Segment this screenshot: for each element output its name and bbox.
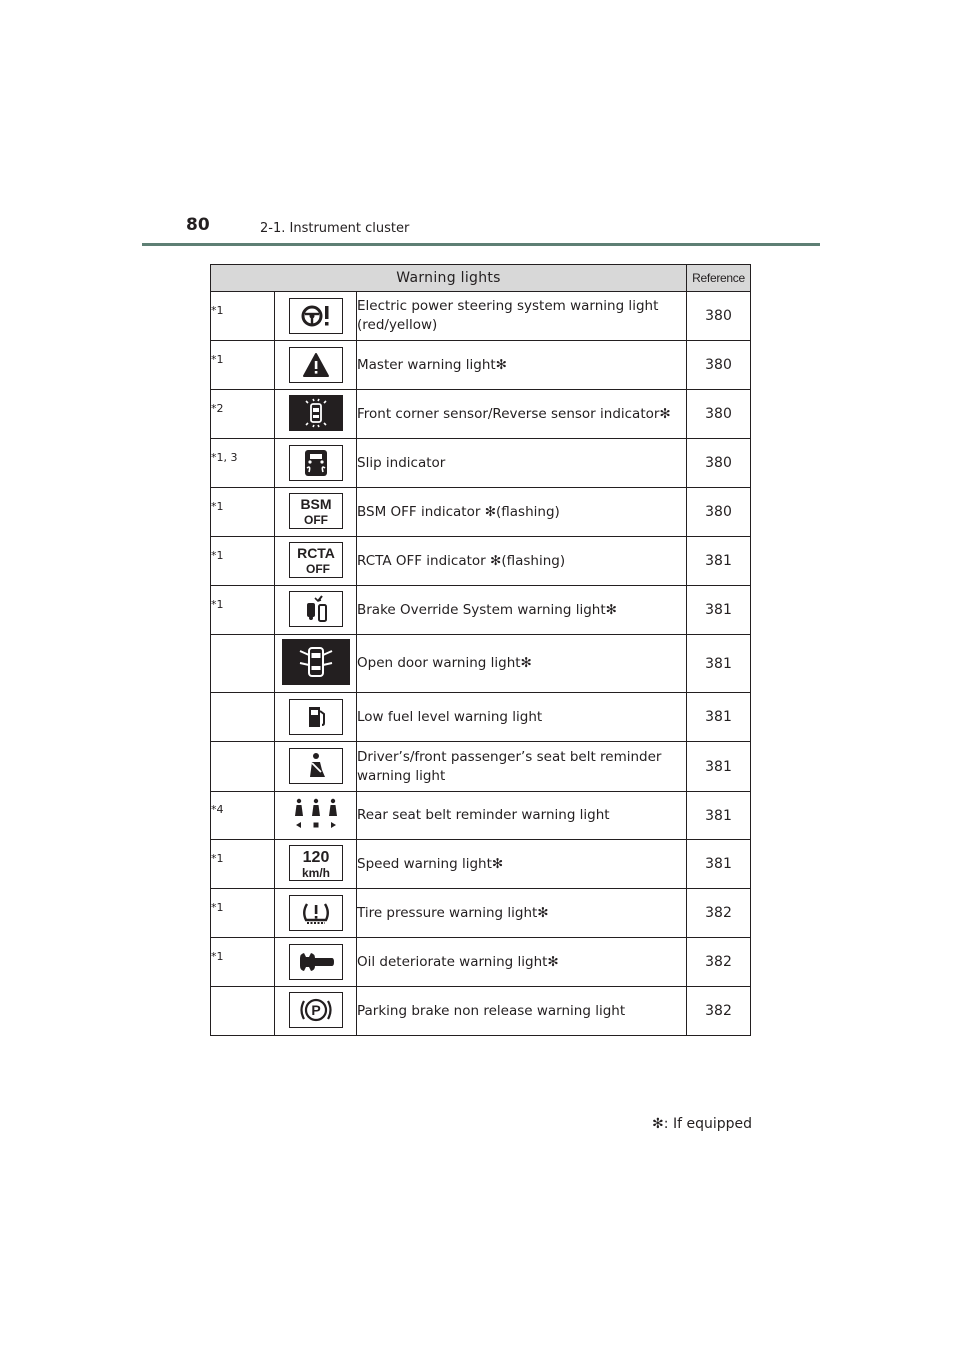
row-reference: 381 [687,840,751,889]
row-description: Tire pressure warning light✻ [357,889,687,938]
row-reference: 381 [687,792,751,840]
table-row [211,987,751,1036]
table-row [211,840,751,889]
table-row [211,693,751,742]
svg-text:BSM: BSM [299,496,332,512]
row-reference: 382 [687,889,751,938]
svg-text:km/h: km/h [301,865,330,880]
row-description: Low fuel level warning light [357,693,687,742]
steering-warning-icon [289,298,343,334]
warning-lights-table [210,264,751,1036]
svg-text:120: 120 [302,848,329,866]
table-row [211,586,751,635]
row-reference: 380 [687,439,751,488]
row-description: Open door warning light✻ [357,635,687,693]
table-row [211,792,751,840]
low-fuel-icon [289,699,343,735]
row-reference: 381 [687,586,751,635]
row-description: Driver’s/front passenger’s seat belt reminder [357,748,662,765]
row-note: *1 [211,840,275,889]
row-note: *1, 3 [211,439,275,488]
section-title: 2-1. Instrument cluster [260,221,410,236]
rcta-off-icon [289,542,343,578]
column-header-reference: Reference [687,265,751,292]
row-description: RCTA OFF indicator ✻(flashing) [357,537,687,586]
row-description: Front corner sensor/Reverse sensor indicator✻ [357,390,687,439]
row-note: *1 [211,341,275,390]
tire-pressure-icon [289,895,343,931]
table-row [211,390,751,439]
row-note: *1 [211,938,275,987]
slip-indicator-icon [289,445,343,481]
svg-text:RCTA: RCTA [296,545,335,561]
speed-warning-icon [289,845,343,881]
row-reference: 380 [687,292,751,341]
table-row [211,341,751,390]
parking-brake-icon [289,992,343,1028]
row-note: *4 [211,792,275,840]
row-description: BSM OFF indicator ✻(flashing) [357,488,687,537]
table-row [211,292,751,341]
table-row [211,439,751,488]
column-header-warning-lights: Warning lights [211,265,687,292]
row-description: Slip indicator [357,439,687,488]
row-description-line2: (red/yellow) [357,317,438,333]
header-rule [142,243,820,246]
row-description: Master warning light✻ [357,341,687,390]
row-note [211,742,275,792]
row-reference: 380 [687,390,751,439]
row-reference: 381 [687,537,751,586]
row-note [211,693,275,742]
row-note: *1 [211,537,275,586]
row-note [211,635,275,693]
row-reference: 380 [687,341,751,390]
table-row [211,889,751,938]
table-row [211,537,751,586]
row-note: *1 [211,292,275,341]
row-reference: 381 [687,693,751,742]
row-description: Speed warning light✻ [357,840,687,889]
row-description-line2: warning light [357,767,446,784]
row-description: Electric power steering system warning light [357,298,659,314]
row-description: Rear seat belt reminder warning light [357,792,687,840]
row-reference: 381 [687,742,751,792]
row-reference: 380 [687,488,751,537]
svg-text:OFF: OFF [303,513,328,527]
parking-sensor-icon [289,395,343,431]
table-row [211,938,751,987]
seat-belt-icon [289,748,343,784]
table-row [211,742,751,792]
row-note [211,987,275,1036]
table-row [211,635,751,693]
row-note: *2 [211,390,275,439]
master-warning-icon [289,347,343,383]
svg-text:P: P [310,1002,321,1018]
row-description: Brake Override System warning light✻ [357,586,687,635]
oil-wrench-icon [289,944,343,980]
row-description: Oil deteriorate warning light✻ [357,938,687,987]
row-note: *1 [211,488,275,537]
open-door-icon [282,639,350,685]
page-number: 80 [186,215,210,235]
row-note: *1 [211,586,275,635]
row-reference: 382 [687,938,751,987]
rear-seat-belt-icon [289,796,343,832]
svg-text:OFF: OFF [305,562,330,576]
table-row [211,488,751,537]
table-header-row [211,265,751,292]
row-description: Parking brake non release warning light [357,987,687,1036]
row-note: *1 [211,889,275,938]
brake-override-icon [289,591,343,627]
bsm-off-icon [289,493,343,529]
row-reference: 381 [687,635,751,693]
row-reference: 382 [687,987,751,1036]
footnote: ✻: If equipped [652,1116,752,1132]
